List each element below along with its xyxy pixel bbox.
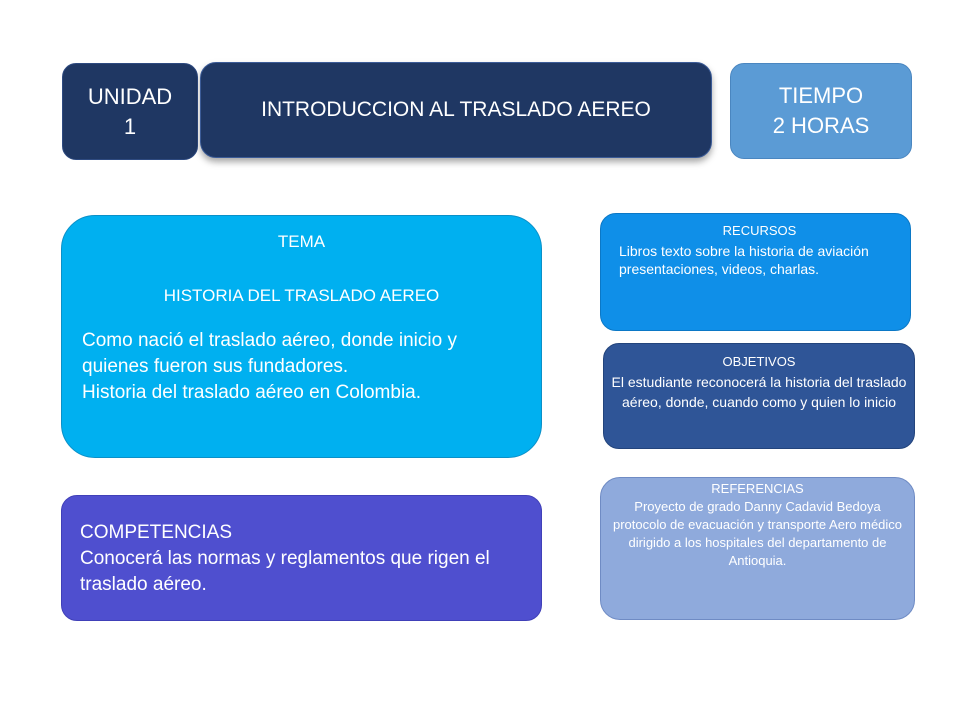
- tiempo-box: [730, 63, 912, 159]
- recursos-line: Libros texto sobre la historia de aviación: [619, 243, 869, 259]
- tema-heading: TEMA: [277, 232, 326, 251]
- recursos-line: presentaciones, videos, charlas.: [619, 261, 819, 277]
- title-box: [200, 62, 712, 158]
- recursos-heading: RECURSOS: [722, 223, 797, 238]
- referencias-body: Proyecto de grado Danny Cadavid Bedoya protocolo de evacuación y transporte Aero médico dirigido a los hospitales del departamento de Antioquia.: [612, 499, 903, 568]
- tema-subheading: HISTORIA DEL TRASLADO AEREO: [163, 286, 440, 305]
- tema-box: [61, 215, 542, 458]
- referencias-heading: REFERENCIAS: [711, 481, 804, 496]
- competencias-heading: COMPETENCIAS: [80, 522, 233, 543]
- objetivos-heading: OBJETIVOS: [722, 354, 796, 369]
- competencias-body: Conocerá las normas y reglamentos que rigen el traslado aéreo.: [80, 548, 490, 595]
- tiempo-value: 2 HORAS: [772, 113, 870, 138]
- tema-body-line: Historia del traslado aéreo en Colombia.: [82, 382, 422, 403]
- competencias-box: [61, 495, 542, 621]
- recursos-box: [600, 213, 911, 331]
- unidad-label: UNIDAD: [87, 83, 173, 109]
- tema-body: [82, 328, 541, 406]
- unidad-box: [62, 63, 198, 160]
- objetivos-box: [603, 343, 915, 449]
- referencias-box: [600, 477, 915, 620]
- tiempo-label: TIEMPO: [778, 83, 864, 108]
- title-text: INTRODUCCION AL TRASLADO AEREO: [261, 98, 651, 121]
- objetivos-body: El estudiante reconocerá la historia del traslado aéreo, donde, cuando como y quien lo inicio: [611, 374, 907, 410]
- unidad-number: 1: [123, 113, 137, 139]
- tema-body-line: Como nació el traslado aéreo, donde inicio y quienes fueron sus fundadores.: [82, 330, 457, 377]
